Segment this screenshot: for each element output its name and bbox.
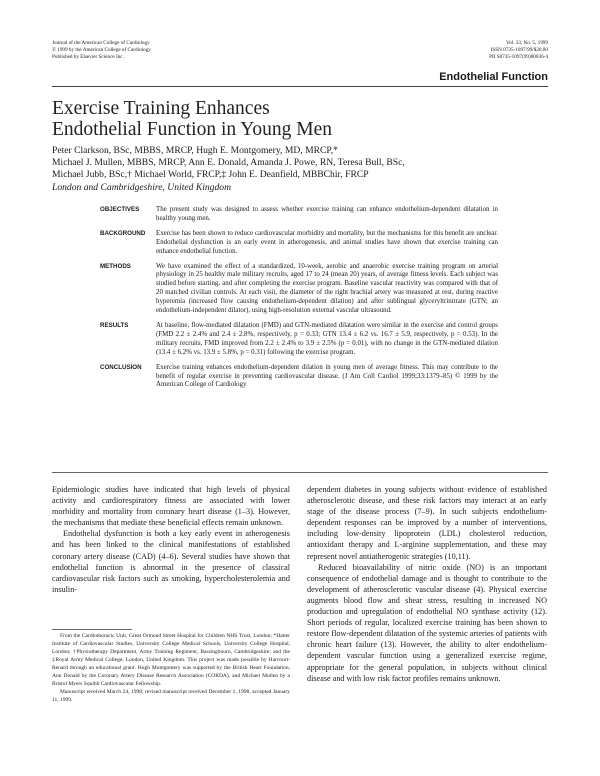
- abstract-methods: [100, 263, 500, 316]
- abstract-objectives: [100, 206, 500, 224]
- issn-line: ISSN 0735-1097/99/$20.00: [490, 47, 548, 53]
- background-label: BACKGROUND: [100, 229, 146, 237]
- structured-abstract: [100, 206, 500, 396]
- article-title: [52, 98, 552, 140]
- authors-line-2: Michael J. Mullen, MBBS, MRCP, Ann E. Donald, Amanda J. Powe, RN, Teresa Bull, BSc,: [52, 157, 405, 169]
- abstract-divider: [52, 472, 548, 473]
- methods-text: We have examined the effect of a standardized, 10-week, aerobic and anaerobic exercise training program on arterial physiology in 25 healthy male military recruits, aged 17 to 24 (mean 20) years, of average fitness levels. Each subject was studied before starting, and after completing the exercise program. Baseline vascular reactivity was compared with that of 20 matched civilian controls. At each visit, the diameter of the right brachial artery was measured at rest, during reactive hyperemia (increased flow causing endothelium-dependent dilation) and after sublingual glyceryltrinitrate (GTN; an endothelium-independent dilator), using high-resolution external vascular ultrasound.: [156, 262, 498, 315]
- author-list: [52, 145, 552, 182]
- body-column-left: [52, 484, 290, 595]
- footnote: [52, 632, 290, 704]
- authors-line-1: Peter Clarkson, BSc, MBBS, MRCP, Hugh E. Montgomery, MD, MRCP,*: [52, 145, 338, 156]
- body-paragraph: Reduced bioavailability of nitric oxide (NO) is an important consequence of endothelial damage and is thought to contribute to the development of atherosclerotic vascular disease (4). Physical exercise augments blood flow and shear stress, resulting in increased NO production and upregulation of endothelial NO synthase activity (12). Short periods of regular, localized exercise training has been shown to restore flow-dependent dilatation of the systemic arteries of patients with chronic heart failure (13). However, the ability to alter endothelium-dependent vascular function using a generalized exercise regime, appropriate for the general population, in subjects without clinical disease and with low risk factor profiles remains unknown.: [307, 562, 547, 683]
- publisher-line: Published by Elsevier Science Inc.: [52, 54, 124, 60]
- body-paragraph: Endothelial dysfunction is both a key early event in atherogenesis and has been linked to the clinical manifestations of established coronary artery disease (CAD) (4–6). Several studies have shown that endothelial function is abnormal in the presence of classical cardiovascular risk factors such as smoking, hypercholesterolemia and insulin-: [52, 529, 290, 594]
- body-paragraph: Epidemiologic studies have indicated that high levels of physical activity and cardiorespiratory fitness are associated with lower morbidity and mortality from coronary heart disease (1–3). However, the mechanisms that mediate these beneficial effects remain unknown.: [52, 485, 290, 528]
- authors-line-3: Michael Jubb, BSc,† Michael World, FRCP,‡ John E. Deanfield, MBBChir, FRCP: [52, 169, 369, 181]
- abstract-results: [100, 322, 500, 358]
- methods-label: METHODS: [100, 262, 131, 270]
- footnote-received: Manuscript received March 24, 1998; revised manuscript received December 1, 1998, accepted January 11, 1999.: [52, 689, 290, 703]
- results-text: At baseline, flow-mediated dilatation (FMD) and GTN-mediated dilatation were similar in the exercise and control groups (FMD 2.2 ± 2.4% and 2.4 ± 2.8%, respectively, p = 0.33; GTN 13.4 ± 6.2 vs. 16.7 ± 5.9, respectively, p = 0.53). In the military recruits, FMD improved from 2.2 ± 2.4% to 3.9 ± 2.5% (p = 0.01), with no change in the GTN-mediated dilation (13.4 ± 6.2% vs. 13.9 ± 5.8%, p = 0.31) following the exercise program.: [156, 321, 498, 356]
- title-line-2: Endothelial Function in Young Men: [52, 119, 333, 140]
- background-text: Exercise has been shown to reduce cardiovascular morbidity and mortality, but the mechanisms for this benefit are unclear. Endothelial dysfunction is an early event in atherogenesis, and animal studies have shown that exercise training can enhance endothelial function.: [156, 229, 498, 255]
- body-column-right: [307, 484, 547, 684]
- footnote-divider: [52, 629, 132, 630]
- footnote-affiliations: From the Cardiothoracic Unit, Great Ormond Street Hospital for Children NHS Trust, London; *Hatter Institute of Cardiovascular Studies, University College Medical Schools, University College Hospital, London; †Physiotherapy Department, Army Training Regiment, Bassingbourn, Cambridgeshire; and the ‡Royal Army Medical College, London, United Kingdom. This project was made possible by Harcourt-Renard through an educational grant. Hugh Montgomery was supported by the British Heart Foundation, Ann Donald by the Coronary Artery Disease Research Association (CORDA), and Michael Mullen by a Bristol Myers Squibb Cardiovascular Fellowship.: [52, 633, 290, 687]
- citation-header: [368, 40, 548, 61]
- objectives-label: OBJECTIVES: [100, 206, 140, 213]
- volume-line: Vol. 33, No. 5, 1999: [506, 40, 548, 46]
- author-location: London and Cambridgeshire, United Kingdom: [52, 182, 231, 193]
- journal-header: [52, 40, 302, 61]
- journal-name: Journal of the American College of Cardiology: [52, 40, 150, 46]
- results-label: RESULTS: [100, 321, 129, 329]
- conclusion-label: CONCLUSION: [100, 363, 142, 371]
- body-paragraph: dependent diabetes in young subjects without evidence of established atherosclerotic disease, and these risk factors may interact at an early stage of the disease process (7–9). In such subjects endothelium-dependent responses can be improved by a number of interventions, including low-density lipoprotein (LDL) cholesterol reduction, antioxidant therapy and L-arginine supplementation, and these may represent novel antiatherogenic strategies (10,11).: [307, 485, 547, 561]
- objectives-text: The present study was designed to assess whether exercise training can enhance endothelium-dependent dilatation in healthy young men.: [156, 206, 498, 222]
- abstract-background: [100, 230, 500, 257]
- abstract-conclusion: [100, 364, 500, 391]
- conclusion-text: Exercise training enhances endothelium-dependent dilation in young men of average fitness. This may contribute to the benefit of regular exercise in preventing cardiovascular disease. (J Am Coll Cardiol 1999;33:1379–85) © 1999 by the American College of Cardiology: [156, 363, 498, 389]
- section-label: Endothelial Function: [439, 71, 548, 83]
- header-divider: [52, 86, 548, 87]
- title-line-1: Exercise Training Enhances: [52, 98, 270, 119]
- copyright-line: © 1999 by the American College of Cardiology: [52, 47, 151, 53]
- pii-line: PII S0735-1097(99)00036-4: [489, 54, 548, 60]
